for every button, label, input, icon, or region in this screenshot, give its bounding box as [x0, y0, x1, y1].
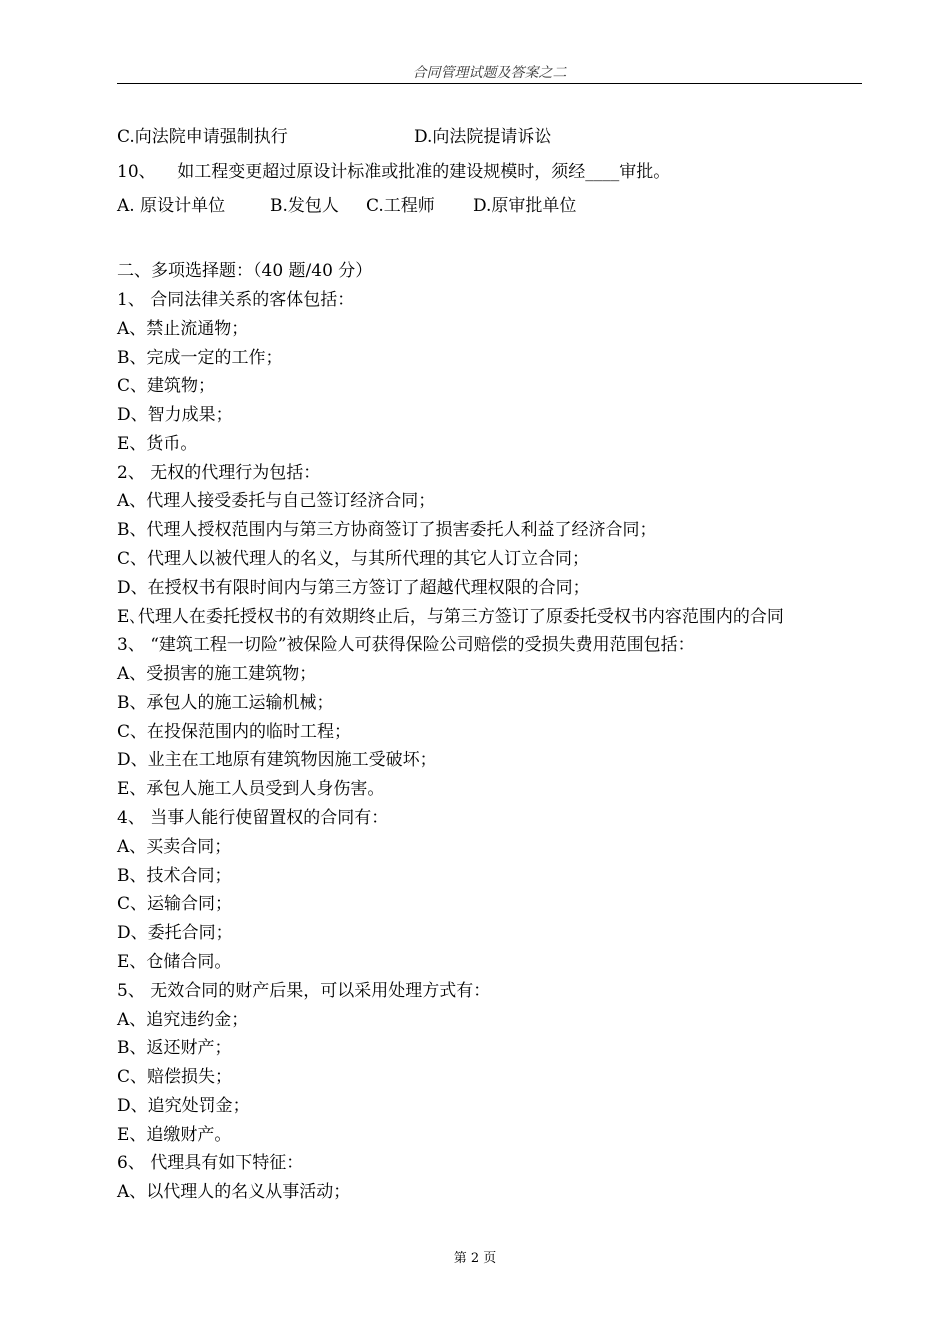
- q10-text: 10、 如工程变更超过原设计标准或批准的建设规模时，须经____审批。: [117, 162, 671, 182]
- q9-option-d: D.向法院提请诉讼: [414, 127, 552, 147]
- question-line: A、禁止流通物；: [117, 318, 249, 339]
- question-line: 1、 合同法律关系的客体包括：: [117, 290, 355, 310]
- question-line: B、技术合同；: [117, 865, 232, 886]
- section-title: 二、多项选择题：（40 题/40 分）: [117, 261, 373, 281]
- question-line: C、在投保范围内的临时工程；: [117, 721, 352, 742]
- question-line: A、买卖合同；: [117, 836, 232, 857]
- question-line: E、追缴财产。: [117, 1124, 232, 1145]
- question-line: A、代理人接受委托与自己签订经济合同；: [117, 491, 436, 512]
- question-line: E、货币。: [117, 433, 198, 454]
- question-line: A、追究违约金；: [117, 1009, 249, 1030]
- question-line: 6、 代理具有如下特征：: [117, 1153, 304, 1174]
- question-line: D、业主在工地原有建筑物因施工受破坏；: [117, 750, 437, 771]
- question-line: D、在授权书有限时间内与第三方签订了超越代理权限的合同；: [117, 577, 590, 598]
- page-header-title: 合同管理试题及答案之二: [412, 65, 567, 81]
- q9-option-c: C.向法院申请强制执行: [117, 127, 288, 147]
- q10-option-a: A. 原设计单位: [117, 196, 226, 216]
- question-line: D、追究处罚金；: [117, 1095, 250, 1116]
- question-line: E、承包人施工人员受到人身伤害。: [117, 779, 385, 800]
- question-line: E､代理人在委托授权书的有效期终止后，与第三方签订了原委托受权书内容范围内的合同: [117, 606, 784, 627]
- question-line: 4、 当事人能行使留置权的合同有：: [117, 808, 389, 829]
- q10-option-c: C.工程师: [366, 196, 435, 216]
- q10-option-d: D.原审批单位: [473, 196, 577, 216]
- question-line: D、委托合同；: [117, 923, 233, 944]
- question-line: C、建筑物；: [117, 376, 216, 397]
- question-line: C、代理人以被代理人的名义，与其所代理的其它人订立合同；: [117, 549, 590, 570]
- question-line: 2、 无权的代理行为包括：: [117, 462, 321, 483]
- question-line: D、智力成果；: [117, 405, 233, 426]
- question-line: B、返还财产；: [117, 1038, 232, 1059]
- question-line: B、承包人的施工运输机械；: [117, 692, 334, 713]
- question-line: B、完成一定的工作；: [117, 347, 283, 368]
- question-line: C、赔偿损失；: [117, 1067, 233, 1088]
- question-line: A、受损害的施工建筑物；: [117, 664, 317, 685]
- question-line: A、以代理人的名义从事活动；: [117, 1182, 351, 1203]
- question-line: 5、 无效合同的财产后果，可以采用处理方式有：: [117, 980, 491, 1001]
- question-line: 3、 “建筑工程一切险”被保险人可获得保险公司赔偿的受损失费用范围包括：: [117, 635, 695, 656]
- question-line: E、仓储合同。: [117, 951, 232, 972]
- page-number: 第 2 页: [453, 1251, 497, 1266]
- q10-option-b: B.发包人: [270, 196, 339, 216]
- header-divider: [117, 83, 862, 84]
- question-line: C、运输合同；: [117, 894, 233, 915]
- question-line: B、代理人授权范围内与第三方协商签订了损害委托人利益了经济合同；: [117, 520, 657, 541]
